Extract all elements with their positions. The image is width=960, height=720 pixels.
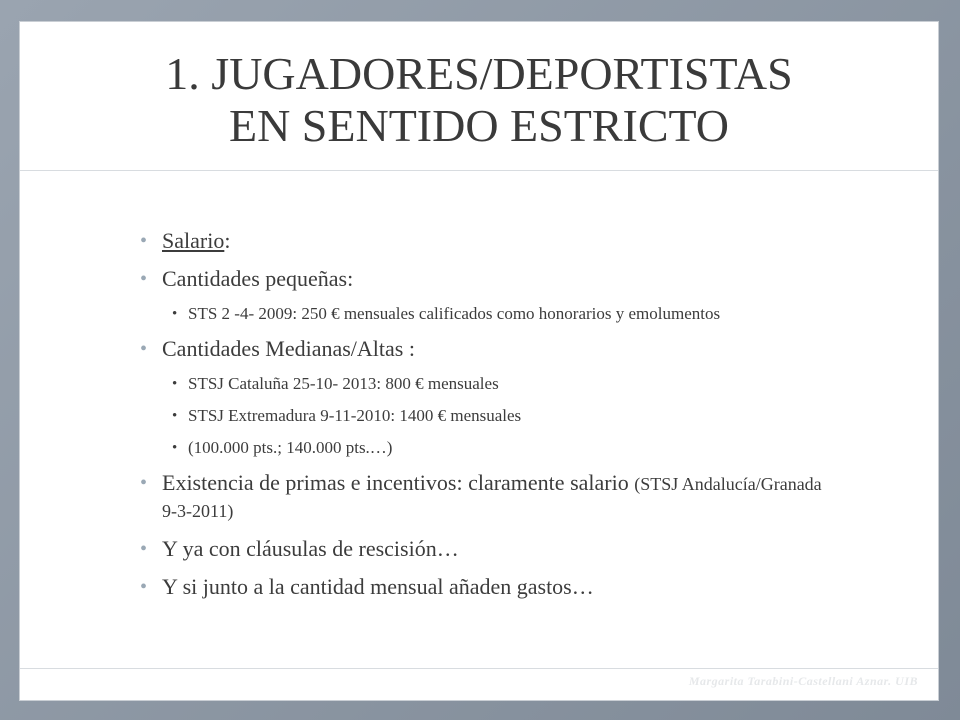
bullet-cantidades-medianas: • Cantidades Medianas/Altas : (140, 336, 840, 362)
sub-bullet-sts-2009: • STS 2 -4- 2009: 250 € mensuales calificados como honorarios y emolumentos (140, 304, 840, 324)
slide-body (140, 228, 840, 612)
bullet-salario (140, 228, 840, 254)
bullet-salario-rest: : (224, 228, 231, 253)
title-divider (20, 170, 938, 171)
bullet-primas-text: Existencia de primas e incentivos: claramente salario (162, 470, 635, 495)
bullet-primas-incentivos (140, 470, 840, 524)
sub-bullet-stsj-cataluna: • STSJ Cataluña 25-10- 2013: 800 € mensuales (140, 374, 840, 394)
title-line-1: 1. JUGADORES/DEPORTISTAS (165, 48, 793, 99)
slide-title (20, 48, 938, 152)
bullet-gastos: • Y si junto a la cantidad mensual añaden gastos… (140, 574, 840, 600)
slide (20, 22, 938, 700)
sub-bullet-stsj-extremadura: • STSJ Extremadura 9-11-2010: 1400 € mensuales (140, 406, 840, 426)
bullet-clausulas-rescision: • Y ya con cláusulas de rescisión… (140, 536, 840, 562)
bullet-list (140, 228, 840, 600)
footer-divider (20, 668, 938, 669)
bullet-cantidades-pequenas: • Cantidades pequeñas: (140, 266, 840, 292)
bullet-primas-citation: (STSJ Andalucía/Granada 9-3-2011) (162, 474, 822, 521)
title-line-2: EN SENTIDO ESTRICTO (228, 100, 730, 151)
sub-bullet-pesetas: • (100.000 pts.; 140.000 pts.…) (140, 438, 840, 458)
bullet-salario-underlined: Salario (162, 228, 225, 253)
footer-author: Margarita Tarabini-Castellani Aznar. UIB (688, 674, 918, 688)
